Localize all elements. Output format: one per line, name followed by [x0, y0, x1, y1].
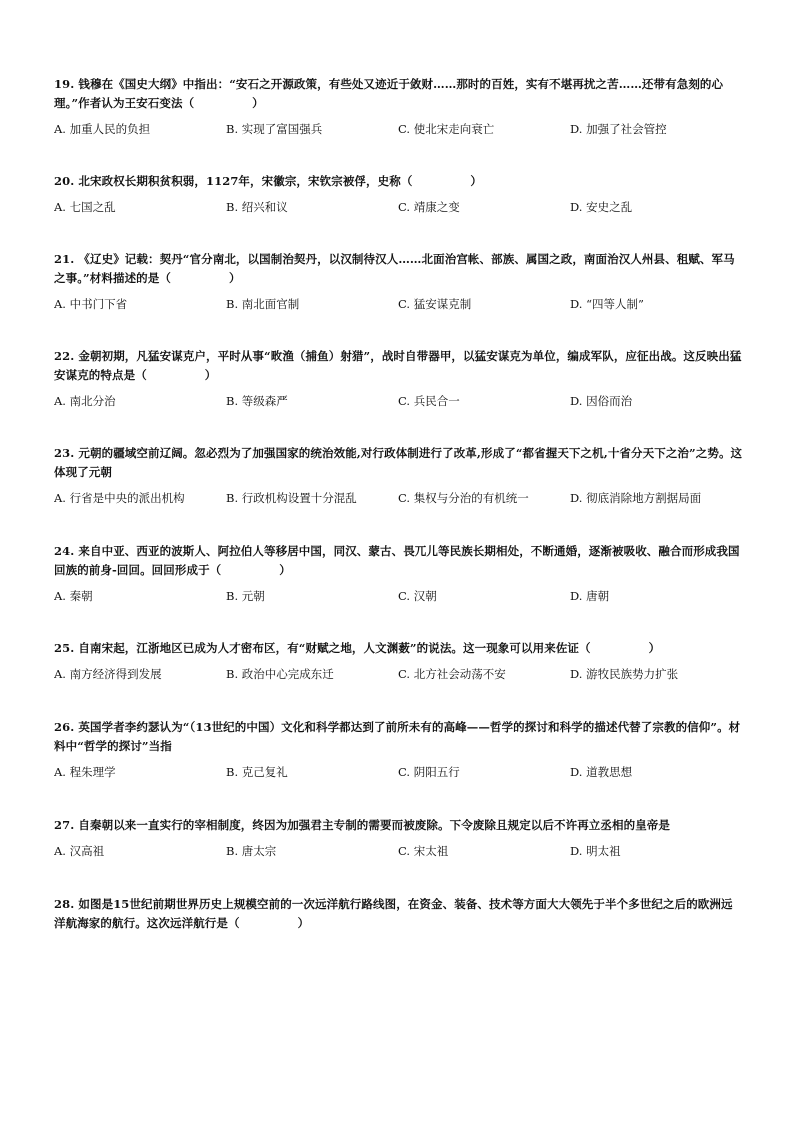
option-b[interactable]: B. 南北面官制 — [226, 297, 300, 311]
option-d[interactable]: D. 安史之乱 — [570, 200, 633, 214]
option-a[interactable]: A. 程朱理学 — [54, 765, 116, 779]
option-d[interactable]: D. 明太祖 — [570, 844, 621, 858]
question-stem: 19. 钱穆在《国史大纲》中指出：“安石之开源政策，有些处又迹近于敛财……那时的百姓，实有不堪再扰之苦……还带有急刻的心理。”作者认为王安石变法（ ） — [54, 77, 724, 110]
question-stem: 20. 北宋政权长期积贫积弱，1127年，宋徽宗，宋钦宗被俘，史称（ ） — [54, 174, 483, 188]
option-row — [54, 764, 744, 780]
option-b[interactable]: B. 实现了富国强兵 — [226, 122, 323, 136]
question-stem: 21. 《辽史》记载：契丹“官分南北，以国制治契丹，以汉制待汉人……北面治宫帐、部族、属国之政，南面治汉人州县、租赋、军马之事。”材料描述的是（ ） — [54, 252, 735, 285]
question-27 — [54, 816, 744, 859]
option-d[interactable]: D. 唐朝 — [570, 589, 610, 603]
option-d[interactable]: D. 彻底消除地方割据局面 — [570, 491, 702, 505]
question-28 — [54, 895, 744, 933]
question-21 — [54, 250, 744, 312]
option-a[interactable]: A. 加重人民的负担 — [54, 122, 151, 136]
option-c[interactable]: C. 猛安谋克制 — [398, 297, 472, 311]
option-c[interactable]: C. 阴阳五行 — [398, 765, 460, 779]
option-d[interactable]: D. 加强了社会管控 — [570, 122, 667, 136]
option-c[interactable]: C. 宋太祖 — [398, 844, 449, 858]
option-b[interactable]: B. 等级森严 — [226, 394, 288, 408]
question-stem: 24. 来自中亚、西亚的波斯人、阿拉伯人等移居中国，同汉、蒙古、畏兀儿等民族长期相处，不断通婚，逐渐被吸收、融合而形成我国回族的前身-回回。回回形成于（ ） — [54, 544, 740, 577]
option-row — [54, 199, 744, 215]
option-c[interactable]: C. 使北宋走向衰亡 — [398, 122, 495, 136]
option-a[interactable]: A. 行省是中央的派出机构 — [54, 491, 185, 505]
option-a[interactable]: A. 南方经济得到发展 — [54, 667, 162, 681]
question-19 — [54, 75, 744, 137]
question-stem: 25. 自南宋起，江浙地区已成为人才密布区，有“财赋之地，人文渊薮”的说法。这一现象可以用来佐证（ ） — [54, 641, 661, 655]
option-c[interactable]: C. 汉朝 — [398, 589, 437, 603]
option-c[interactable]: C. 靖康之变 — [398, 200, 460, 214]
option-b[interactable]: B. 唐太宗 — [226, 844, 277, 858]
question-20 — [54, 172, 744, 215]
option-row — [54, 843, 744, 859]
question-25 — [54, 639, 744, 682]
question-stem: 22. 金朝初期，凡猛安谋克户，平时从事“畋渔（捕鱼）射猎”，战时自带器甲，以猛安谋克为单位，编成军队，应征出战。这反映出猛安谋克的特点是（ ） — [54, 349, 742, 382]
option-b[interactable]: B. 克己复礼 — [226, 765, 288, 779]
question-stem: 27. 自秦朝以来一直实行的宰相制度，终因为加强君主专制的需要而被废除。下令废除且规定以后不许再立丞相的皇帝是 — [54, 818, 671, 832]
option-d[interactable]: D. 因俗而治 — [570, 394, 633, 408]
option-b[interactable]: B. 行政机构设置十分混乱 — [226, 491, 357, 505]
option-a[interactable]: A. 中书门下省 — [54, 297, 128, 311]
question-stem: 26. 英国学者李约瑟认为“（13世纪的中国）文化和科学都达到了前所未有的高峰——哲学的探讨和科学的描述代替了宗教的信仰”。材料中“哲学的探讨”当指 — [54, 720, 741, 753]
option-row — [54, 393, 744, 409]
option-row — [54, 490, 744, 506]
question-26 — [54, 718, 744, 780]
question-stem: 28. 如图是15世纪前期世界历史上规模空前的一次远洋航行路线图，在资金、装备、技术等方面大大领先于半个多世纪之后的欧洲远洋航海家的航行。这次远洋航行是（ ） — [54, 897, 733, 930]
option-row — [54, 296, 744, 312]
option-a[interactable]: A. 七国之乱 — [54, 200, 116, 214]
option-a[interactable]: A. 秦朝 — [54, 589, 93, 603]
option-b[interactable]: B. 政治中心完成东迁 — [226, 667, 334, 681]
option-row — [54, 121, 744, 137]
option-c[interactable]: C. 兵民合一 — [398, 394, 460, 408]
option-a[interactable]: A. 南北分治 — [54, 394, 116, 408]
question-stem: 23. 元朝的疆域空前辽阔。忽必烈为了加强国家的统治效能,对行政体制进行了改革,形成了“都省握天下之机,十省分天下之治”之势。这体现了元朝 — [54, 446, 743, 479]
option-d[interactable]: D. 道教思想 — [570, 765, 633, 779]
option-b[interactable]: B. 绍兴和议 — [226, 200, 288, 214]
option-c[interactable]: C. 北方社会动荡不安 — [398, 667, 506, 681]
option-d[interactable]: D. 游牧民族势力扩张 — [570, 667, 679, 681]
option-row — [54, 588, 744, 604]
option-c[interactable]: C. 集权与分治的有机统一 — [398, 491, 529, 505]
question-22 — [54, 347, 744, 409]
question-24 — [54, 542, 744, 604]
option-row — [54, 666, 744, 682]
option-b[interactable]: B. 元朝 — [226, 589, 265, 603]
option-d[interactable]: D. “四等人制” — [570, 297, 644, 311]
option-a[interactable]: A. 汉高祖 — [54, 844, 105, 858]
question-23 — [54, 444, 744, 506]
